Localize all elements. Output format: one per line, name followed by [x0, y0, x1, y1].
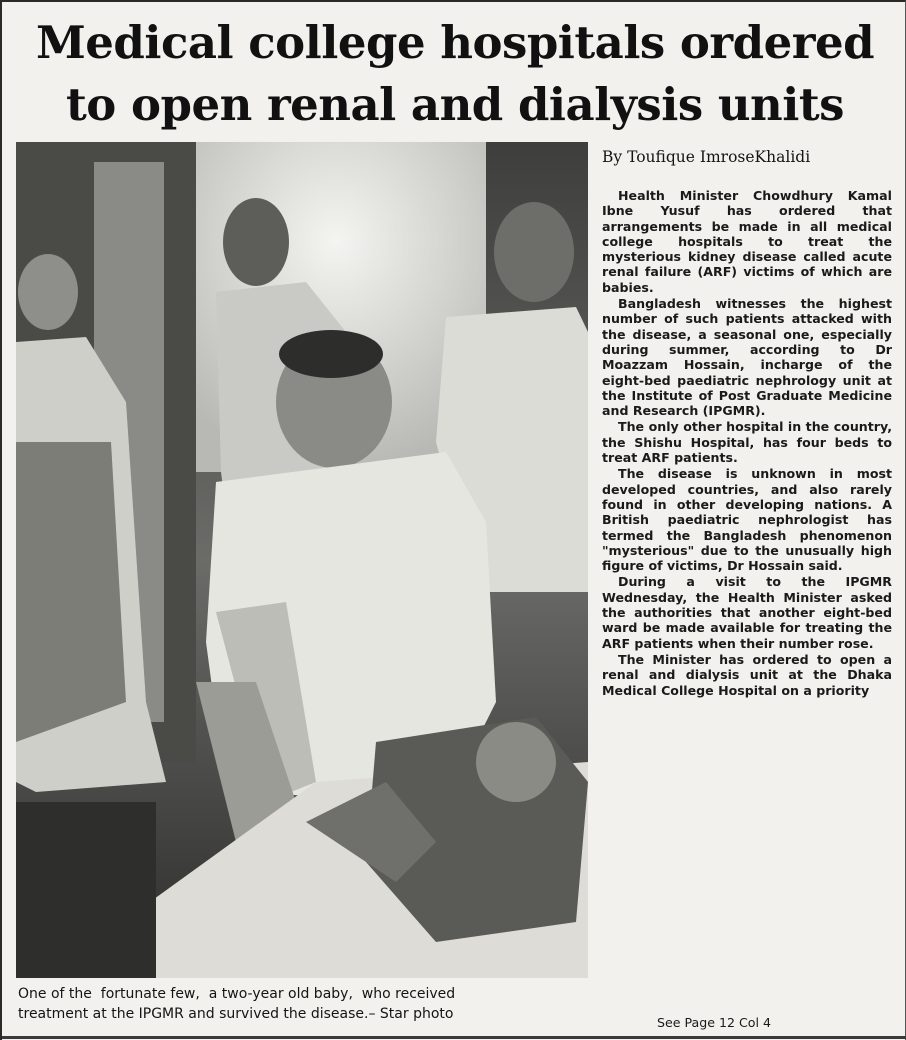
bottom-rule	[2, 1036, 906, 1039]
caption-line-1: One of the fortunate few, a two-year old baby, who received	[18, 986, 456, 1002]
photo-caption	[18, 984, 590, 1024]
article-paragraph: The Minister has ordered to open a renal and dialysis unit at the Dhaka Medical College Hospital on a priority	[602, 651, 892, 698]
article-body	[602, 188, 892, 699]
headline-line-1: Medical college hospitals ordered	[35, 16, 875, 69]
article-paragraph: During a visit to the IPGMR Wednesday, the Health Minister asked the authorities that another eight-bed ward be made available for treating the ARF patients when their number rose.	[602, 574, 892, 651]
headline	[12, 12, 898, 136]
article-paragraph: Bangladesh witnesses the highest number of such patients attacked with the disease, a seasonal one, especially during summer, according to Dr Moazzam Hossain, incharge of the eight-bed paediatric nephrology unit at the Institute of Post Graduate Medicine and Research (IPGMR).	[602, 296, 892, 419]
article-paragraph: The only other hospital in the country, the Shishu Hospital, has four beds to treat ARF patients.	[602, 419, 892, 466]
byline: By Toufique ImroseKhalidi	[602, 148, 811, 166]
article-paragraph: The disease is unknown in most developed countries, and also rarely found in other developing nations. A British paediatric nephrologist has termed the Bangladesh phenomenon "mysterious" due to the unusually high figure of victims, Dr Hossain said.	[602, 466, 892, 574]
continued-note: See Page 12 Col 4	[657, 1015, 772, 1030]
caption-line-2: treatment at the IPGMR and survived the disease.– Star photo	[18, 1006, 454, 1022]
news-photo	[16, 142, 588, 978]
headline-line-2: to open renal and dialysis units	[66, 78, 844, 131]
article-paragraph: Health Minister Chowdhury Kamal Ibne Yusuf has ordered that arrangements be made in all medical college hospitals to treat the mysterious kidney disease called acute renal failure (ARF) victims of which are babies.	[602, 188, 892, 295]
photo-illustration	[16, 142, 588, 978]
